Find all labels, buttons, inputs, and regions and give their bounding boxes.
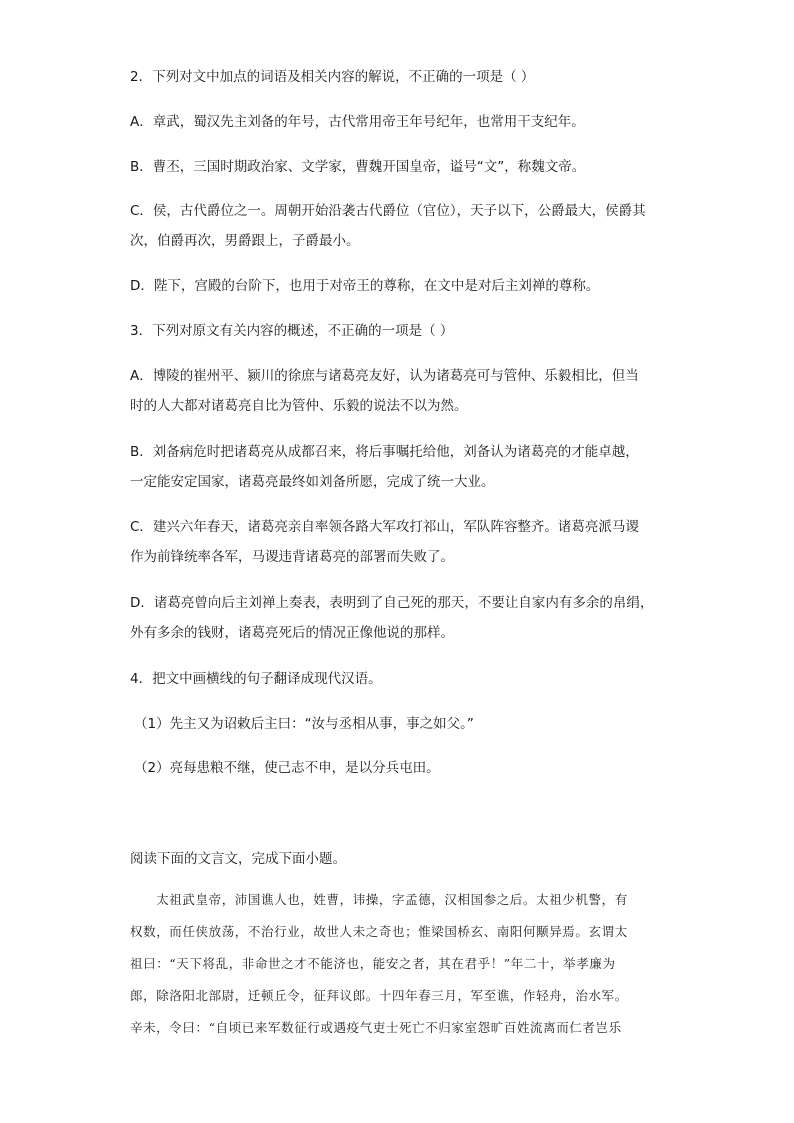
passage-line: 太祖武皇帝，沛国谯人也，姓曹，讳操，字孟德，汉相国参之后。太祖少机警，有 [130,892,628,907]
question-2-option-b: B．曹丕，三国时期政治家、文学家，曹魏开国皇帝，谥号“文”，称魏文帝。 [130,159,586,175]
passage-line: 祖曰：“天下将乱，非命世之才不能济也，能安之者，其在君乎！”年二十，举孝廉为 [130,956,616,971]
question-2-option-c-line1: C．侯，古代爵位之一。周朝开始沿袭古代爵位（官位），天子以下，公爵最大，侯爵其 [130,203,646,219]
passage-line: 权数，而任侠放荡，不治行业，故世人未之奇也；惟梁国桥玄、南阳何颙异焉。玄谓太 [130,924,628,939]
question-2-option-c-line2: 次，伯爵再次，男爵跟上，子爵最小。 [130,233,360,249]
reading-intro: 阅读下面的文言文，完成下面小题。 [130,851,346,867]
question-3-option-d-line2: 外有多余的钱财，诸葛亮死后的情况正像他说的那样。 [130,625,454,641]
passage-line: 辛未，令曰：“自顷已来军数征行或遇疫气吏士死亡不归家室怨旷百姓流离而仁者岂乐 [130,1020,622,1035]
question-4-sentence-2: （2）亮每患粮不继，使己志不申，是以分兵屯田。 [134,760,440,776]
passage-line: 郎，除洛阳北部尉，迁顿丘令，征拜议郎。十四年春三月，军至谯，作轻舟，治水军。 [130,988,628,1003]
question-4-sentence-1: （1）先主又为诏敕后主曰：“汝与丞相从事，事之如父。” [134,716,474,732]
question-2-stem: 2．下列对文中加点的词语及相关内容的解说，不正确的一项是（ ） [130,69,535,85]
question-3-option-c-line1: C．建兴六年春天，诸葛亮亲自率领各路大军攻打祁山，军队阵容整齐。诸葛亮派马谡 [130,519,639,535]
question-3-option-b-line2: 一定能安定国家，诸葛亮最终如刘备所愿，完成了统一大业。 [130,474,495,490]
question-2-option-d: D．陛下，宫殿的台阶下，也用于对帝王的尊称，在文中是对后主刘禅的尊称。 [130,278,600,294]
question-3-stem: 3．下列对原文有关内容的概述，不正确的一项是（ ） [130,323,454,339]
question-3-option-c-line2: 作为前锋统率各军，马谡违背诸葛亮的部署而失败了。 [130,549,454,565]
question-4-stem: 4．把文中画横线的句子翻译成现代汉语。 [130,671,382,687]
question-3-option-a-line2: 时的人大都对诸葛亮自比为管仲、乐毅的说法不以为然。 [130,398,468,414]
question-3-option-a-line1: A．博陵的崔州平、颍川的徐庶与诸葛亮友好，认为诸葛亮可与管仲、乐毅相比，但当 [130,368,639,384]
question-2-option-a: A．章武，蜀汉先主刘备的年号，古代常用帝王年号纪年，也常用干支纪年。 [130,114,585,130]
question-3-option-b-line1: B．刘备病危时把诸葛亮从成都召来，将后事嘱托给他，刘备认为诸葛亮的才能卓越， [130,444,639,460]
question-3-option-d-line1: D．诸葛亮曾向后主刘禅上奏表，表明到了自己死的那天，不要让自家内有多余的帛绢， [130,595,654,611]
